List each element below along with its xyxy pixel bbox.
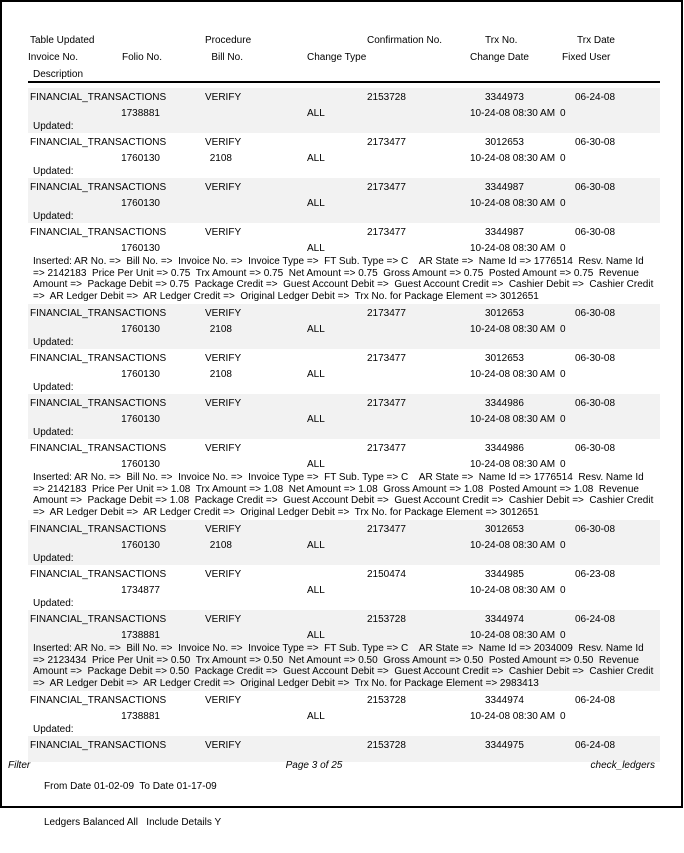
record-group [28,88,660,133]
confirmation-no-value: 2153728 [367,92,406,103]
record-line-primary [28,90,660,106]
change-date-value: 10-24-08 08:30 AM [470,243,556,254]
record-group [28,349,660,394]
change-type-value: ALL [307,108,325,119]
record-line-primary [28,351,660,367]
record-line-secondary [28,151,660,166]
procedure-value: VERIFY [205,614,242,625]
table-updated-value: FINANCIAL_TRANSACTIONS [30,569,167,580]
col-header-folio-no: Folio No. [122,52,163,63]
change-type-value: ALL [307,540,325,551]
trx-no-value: 3012653 [485,353,524,364]
change-type-value: ALL [307,243,325,254]
record-group [28,223,660,304]
record-status-line [28,337,660,349]
table-updated-value: FINANCIAL_TRANSACTIONS [30,137,167,148]
table-updated-value: FINANCIAL_TRANSACTIONS [30,740,167,751]
record-status-line [28,121,660,133]
change-date-value: 10-24-08 08:30 AM [470,198,556,209]
change-date-value: 10-24-08 08:30 AM [470,630,556,641]
procedure-value: VERIFY [205,353,242,364]
record-line-secondary [28,628,660,643]
updated-label: Updated: [33,166,74,177]
folio-no-value: 1760130 [121,324,160,335]
bill-no-value: 2108 [209,324,232,335]
folio-no-value: 1760130 [121,369,160,380]
fixed-user-value: 0 [560,324,566,335]
fixed-user-value: 0 [560,630,566,641]
record-line-secondary [28,709,660,724]
confirmation-no-value: 2153728 [367,614,406,625]
inserted-description: Inserted: AR No. => Bill No. => Invoice No. => Invoice Type => FT Sub. Type => C AR State => Name Id => 2034009 Resv. Name Id => 2123434 Price Per Unit => 0.50 Trx Amount => 0.50 Net Amount => 0.50 Gross Amount => 0.50 Posted Amount => 0.50 Revenue Amount => Package Debit => 0.50 Package Credit => Guest Account Debit => Guest Account Credit => Cashier Debit => Cashier Credit => AR Ledger Debit => AR Ledger Credit => Original Ledger Debit => Trx No. for Package Element => 2983413 [33,643,657,689]
table-updated-value: FINANCIAL_TRANSACTIONS [30,695,167,706]
trx-date-value: 06-24-08 [575,614,616,625]
confirmation-no-value: 2173477 [367,398,406,409]
record-status-line [28,427,660,439]
col-header-change-type: Change Type [307,52,367,63]
change-type-value: ALL [307,459,325,470]
folio-no-value: 1734877 [121,585,160,596]
fixed-user-value: 0 [560,540,566,551]
updated-label: Updated: [33,724,74,735]
fixed-user-value: 0 [560,711,566,722]
trx-no-value: 3012653 [485,308,524,319]
record-line-primary [28,522,660,538]
record-line-primary [28,180,660,196]
col-header-procedure: Procedure [205,35,252,46]
trx-no-value: 3344974 [485,695,524,706]
table-updated-value: FINANCIAL_TRANSACTIONS [30,182,167,193]
confirmation-no-value: 2173477 [367,308,406,319]
trx-date-value: 06-30-08 [575,524,616,535]
trx-date-value: 06-23-08 [575,569,616,580]
updated-label: Updated: [33,427,74,438]
folio-no-value: 1738881 [121,711,160,722]
procedure-value: VERIFY [205,308,242,319]
procedure-value: VERIFY [205,443,242,454]
change-type-value: ALL [307,153,325,164]
folio-no-value: 1760130 [121,540,160,551]
table-updated-value: FINANCIAL_TRANSACTIONS [30,443,167,454]
change-date-value: 10-24-08 08:30 AM [470,459,556,470]
record-line-secondary [28,196,660,211]
inserted-description: Inserted: AR No. => Bill No. => Invoice No. => Invoice Type => FT Sub. Type => C AR State => Name Id => 1776514 Resv. Name Id => 2142183 Price Per Unit => 1.08 Trx Amount => 1.08 Net Amount => 1.08 Gross Amount => 1.08 Posted Amount => 1.08 Revenue Amount => Package Debit => 1.08 Package Credit => Guest Account Debit => Guest Account Credit => Cashier Debit => Cashier Credit => AR Ledger Debit => AR Ledger Credit => Original Ledger Debit => Trx No. for Package Element => 3012651 [33,472,657,518]
record-group [28,520,660,565]
confirmation-no-value: 2173477 [367,137,406,148]
folio-no-value: 1760130 [121,459,160,470]
change-date-value: 10-24-08 08:30 AM [470,153,556,164]
record-status-line [28,211,660,223]
record-status-line [28,382,660,394]
procedure-value: VERIFY [205,182,242,193]
trx-no-value: 3344987 [485,182,524,193]
procedure-value: VERIFY [205,227,242,238]
folio-no-value: 1760130 [121,153,160,164]
table-updated-value: FINANCIAL_TRANSACTIONS [30,614,167,625]
bill-no-value: 2108 [209,540,232,551]
confirmation-no-value: 2173477 [367,182,406,193]
report-header [0,0,684,88]
table-updated-value: FINANCIAL_TRANSACTIONS [30,92,167,103]
table-updated-value: FINANCIAL_TRANSACTIONS [30,524,167,535]
folio-no-value: 1738881 [121,108,160,119]
record-line-primary [28,441,660,457]
record-status-line [28,553,660,565]
procedure-value: VERIFY [205,569,242,580]
col-header-bill-no: Bill No. [211,52,243,63]
change-date-value: 10-24-08 08:30 AM [470,324,556,335]
col-header-trx-date: Trx Date [577,35,615,46]
change-date-value: 10-24-08 08:30 AM [470,585,556,596]
updated-label: Updated: [33,553,74,564]
change-date-value: 10-24-08 08:30 AM [470,369,556,380]
updated-label: Updated: [33,598,74,609]
folio-no-value: 1760130 [121,243,160,254]
table-updated-value: FINANCIAL_TRANSACTIONS [30,353,167,364]
record-group [28,133,660,178]
record-group [28,610,660,691]
confirmation-no-value: 2150474 [367,569,406,580]
trx-no-value: 3344973 [485,92,524,103]
change-date-value: 10-24-08 08:30 AM [470,711,556,722]
record-group [28,394,660,439]
record-group [28,691,660,736]
confirmation-no-value: 2173477 [367,524,406,535]
record-line-primary [28,612,660,628]
record-line-primary [28,738,660,754]
change-type-value: ALL [307,585,325,596]
record-group [28,304,660,349]
trx-date-value: 06-30-08 [575,308,616,319]
footer-filter-label: Filter [8,760,31,771]
record-line-secondary [28,583,660,598]
updated-label: Updated: [33,382,74,393]
updated-label: Updated: [33,337,74,348]
fixed-user-value: 0 [560,153,566,164]
trx-date-value: 06-30-08 [575,182,616,193]
trx-date-value: 06-30-08 [575,398,616,409]
record-line-secondary [28,457,660,472]
procedure-value: VERIFY [205,740,242,751]
record-line-primary [28,135,660,151]
folio-no-value: 1760130 [121,198,160,209]
record-line-primary [28,693,660,709]
trx-no-value: 3012653 [485,137,524,148]
bill-no-value: 2108 [209,153,232,164]
footer-page-number: Page 3 of 25 [285,760,343,771]
change-type-value: ALL [307,369,325,380]
report-body [28,88,660,750]
trx-date-value: 06-24-08 [575,92,616,103]
record-group [28,178,660,223]
confirmation-no-value: 2173477 [367,443,406,454]
record-line-secondary [28,322,660,337]
col-header-invoice-no: Invoice No. [28,52,79,63]
trx-no-value: 3012653 [485,524,524,535]
fixed-user-value: 0 [560,369,566,380]
folio-no-value: 1760130 [121,414,160,425]
fixed-user-value: 0 [560,414,566,425]
record-line-secondary [28,367,660,382]
updated-label: Updated: [33,121,74,132]
procedure-value: VERIFY [205,137,242,148]
confirmation-no-value: 2173477 [367,227,406,238]
trx-date-value: 06-24-08 [575,695,616,706]
trx-date-value: 06-30-08 [575,353,616,364]
col-header-description: Description [33,69,84,80]
change-type-value: ALL [307,198,325,209]
record-line-primary [28,306,660,322]
record-line-secondary [28,538,660,553]
trx-no-value: 3344985 [485,569,524,580]
change-type-value: ALL [307,630,325,641]
confirmation-no-value: 2153728 [367,695,406,706]
bill-no-value: 2108 [209,369,232,380]
fixed-user-value: 0 [560,198,566,209]
table-updated-value: FINANCIAL_TRANSACTIONS [30,308,167,319]
record-line-primary [28,396,660,412]
table-updated-value: FINANCIAL_TRANSACTIONS [30,398,167,409]
procedure-value: VERIFY [205,524,242,535]
procedure-value: VERIFY [205,92,242,103]
procedure-value: VERIFY [205,398,242,409]
record-line-secondary [28,412,660,427]
record-status-line [28,598,660,610]
trx-date-value: 06-30-08 [575,443,616,454]
trx-no-value: 3344986 [485,443,524,454]
record-status-line [28,166,660,178]
procedure-value: VERIFY [205,695,242,706]
footer-filter-values [44,757,221,853]
trx-date-value: 06-30-08 [575,137,616,148]
report-footer [0,757,684,828]
record-line-secondary [28,106,660,121]
record-line-secondary [28,241,660,256]
trx-no-value: 3344974 [485,614,524,625]
confirmation-no-value: 2173477 [367,353,406,364]
change-date-value: 10-24-08 08:30 AM [470,540,556,551]
record-group [28,439,660,520]
change-date-value: 10-24-08 08:30 AM [470,414,556,425]
table-updated-value: FINANCIAL_TRANSACTIONS [30,227,167,238]
trx-no-value: 3344975 [485,740,524,751]
col-header-confirmation-no: Confirmation No. [367,35,443,46]
footer-report-name: check_ledgers [590,760,655,771]
record-group [28,565,660,610]
updated-label: Updated: [33,211,74,222]
header-rule [28,81,660,83]
change-type-value: ALL [307,711,325,722]
record-line-primary [28,567,660,583]
confirmation-no-value: 2153728 [367,740,406,751]
record-status-line [28,724,660,736]
col-header-trx-no: Trx No. [485,35,518,46]
change-type-value: ALL [307,414,325,425]
fixed-user-value: 0 [560,108,566,119]
trx-date-value: 06-30-08 [575,227,616,238]
col-header-table-updated: Table Updated [30,35,95,46]
inserted-description: Inserted: AR No. => Bill No. => Invoice No. => Invoice Type => FT Sub. Type => C AR State => Name Id => 1776514 Resv. Name Id => 2142183 Price Per Unit => 0.75 Trx Amount => 0.75 Net Amount => 0.75 Gross Amount => 0.75 Posted Amount => 0.75 Revenue Amount => Package Debit => 0.75 Package Credit => Guest Account Debit => Guest Account Credit => Cashier Debit => Cashier Credit => AR Ledger Debit => AR Ledger Credit => Original Ledger Debit => Trx No. for Package Element => 3012651 [33,256,657,302]
record-line-primary [28,225,660,241]
change-type-value: ALL [307,324,325,335]
trx-date-value: 06-24-08 [575,740,616,751]
footer-filter-line-dates: From Date 01-02-09 To Date 01-17-09 [44,781,217,792]
trx-no-value: 3344986 [485,398,524,409]
folio-no-value: 1738881 [121,630,160,641]
col-header-fixed-user: Fixed User [562,52,611,63]
fixed-user-value: 0 [560,459,566,470]
footer-filter-line-options: Ledgers Balanced All Include Details Y [44,817,222,828]
col-header-change-date: Change Date [470,52,529,63]
fixed-user-value: 0 [560,585,566,596]
trx-no-value: 3344987 [485,227,524,238]
change-date-value: 10-24-08 08:30 AM [470,108,556,119]
fixed-user-value: 0 [560,243,566,254]
